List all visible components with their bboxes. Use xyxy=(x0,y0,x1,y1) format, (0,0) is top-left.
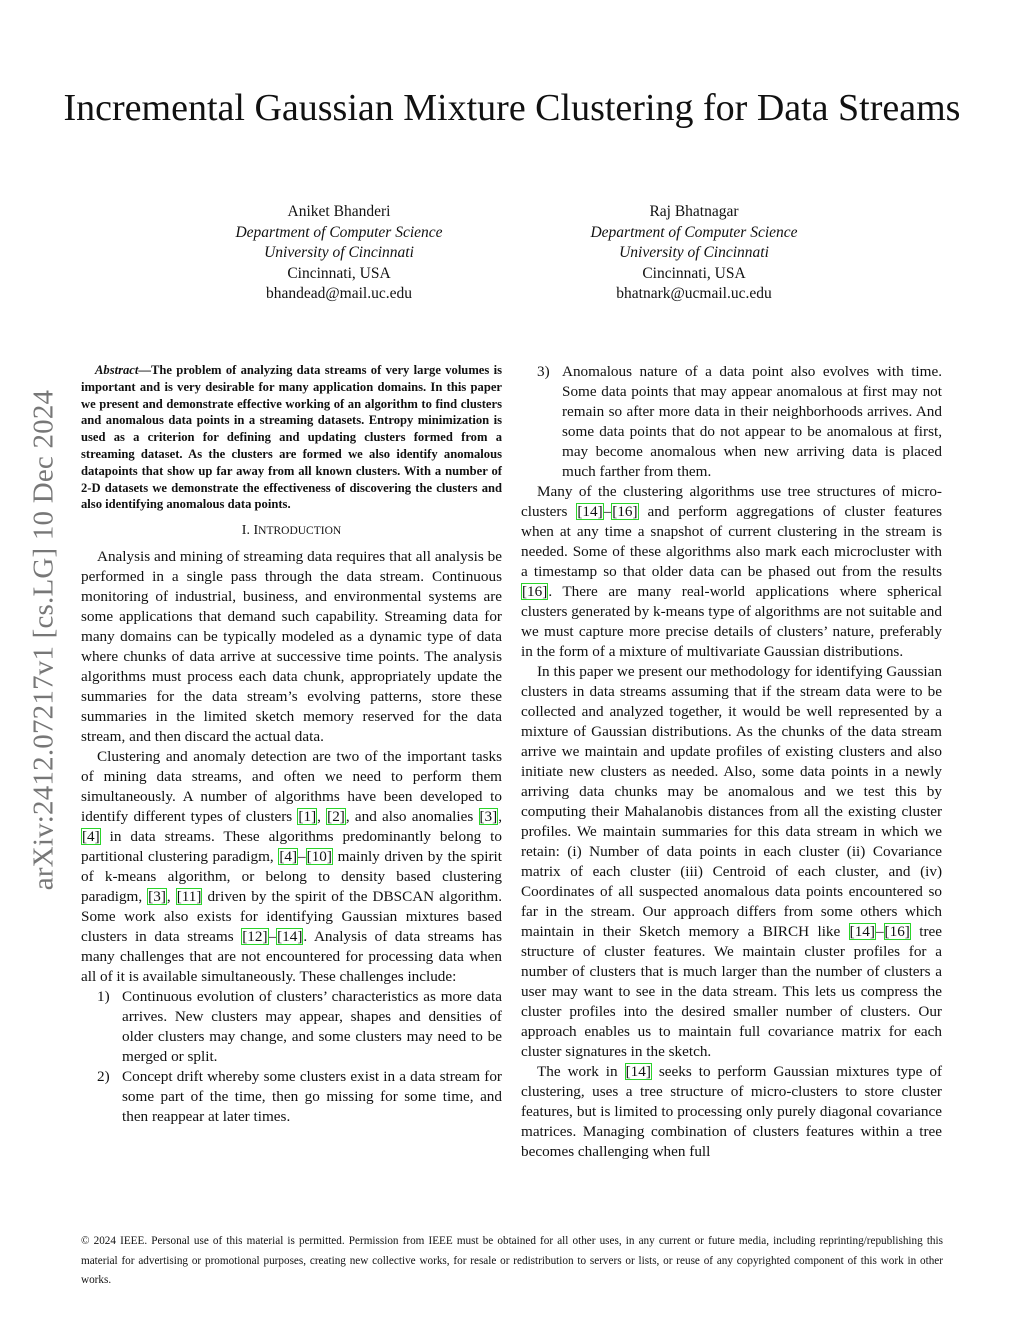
citation-link[interactable]: [14] xyxy=(577,503,603,520)
challenges-list-continued xyxy=(521,362,942,482)
author-department: Department of Computer Science xyxy=(235,223,443,241)
arxiv-identifier: arXiv:2412.07217v1 [cs.LG] 10 Dec 2024 xyxy=(27,389,60,891)
list-item: 2) Concept drift whereby some clusters exist in a data stream for some part of the time, then go missing for some time, and then reappear at later times. xyxy=(97,1068,502,1126)
right-column xyxy=(521,362,942,1162)
citation-link[interactable]: [3] xyxy=(148,888,166,906)
abstract-label: Abstract xyxy=(95,363,139,377)
paper-title: Incremental Gaussian Mixture Clustering for Data Streams xyxy=(63,87,961,129)
citation-link[interactable]: [16] xyxy=(522,583,548,600)
citation-link[interactable]: [2] xyxy=(327,808,345,826)
left-column xyxy=(81,362,502,1127)
citation-link[interactable]: [3] xyxy=(479,808,498,826)
author-email: bhatnark@ucmail.uc.edu xyxy=(616,285,772,302)
citation-link[interactable]: [16] xyxy=(612,503,638,520)
author-name: Aniket Bhanderi xyxy=(287,203,391,220)
citation-link[interactable]: [14] xyxy=(277,928,303,946)
list-item: 3) Anomalous nature of a data point also evolves with time. Some data points that may appear anomalous at first may not remain so after more data in their neighborhoods arrives. And some data points that do not appear to be anomalous at first, may become anomalous when new arriving data is placed much farther from them. xyxy=(537,363,942,480)
citation-link[interactable]: [14] xyxy=(625,1063,651,1080)
citation-link[interactable]: [16] xyxy=(884,923,910,940)
paragraph: The work in [14] seeks to perform Gaussian mixtures type of clustering, uses a tree structure of micro-clusters to store cluster features, but is limited to processing only purely diagonal covariance matrices. Managing combination of clusters features within a tree becomes challenging when full xyxy=(521,1063,942,1160)
author-university: University of Cincinnati xyxy=(264,244,414,261)
citation-link[interactable]: [12] xyxy=(242,928,268,946)
author-location: Cincinnati, USA xyxy=(287,264,391,282)
citation-link[interactable]: [4] xyxy=(82,828,100,846)
abstract-text: —The problem of analyzing data streams of very large volumes is important and is very desirable for many application domains. In this paper we present and demonstrate effective working of an algorithm to find clusters and anomalous data points in a streaming datasets. Entropy minimization is used as a criterion for defining and updating clusters formed from a streaming dataset. As the clusters are formed we also identify anomalous datapoints that show up far away from all known clusters. With a number of 2-D datasets we demonstrate the effectiveness of discovering the clusters and also identifying anomalous data points. xyxy=(81,363,502,512)
paragraph: In this paper we present our methodology for identifying Gaussian clusters in data streams assuming that if the stream data were to be collected and analyzed together, it would be well represented by a mixture of Gaussian distributions. As the chunks of the data stream arrive we maintain and update profiles of existing clusters and also initiate new clusters as needed. Also, some data points in a newly arriving data chunks may be anomalous and we test this by computing their Mahalanobis distances from all the existing cluster profiles. We maintain summaries for this data stream in which we retain: (i) Number of data points in each cluster (ii) Covariance matrix of each cluster (iii) Centroid of each cluster, and (iv) Coordinates of all suspected anomalous data points encountered so far in the stream. Our approach differs from some others which maintain in their Sketch memory a BIRCH like [14]–[16] tree structure of cluster features. We maintain cluster profiles for a number of clusters that is much larger than the number of clusters a user may want to see in the data stream. This lets us compress the cluster profiles into the desired smaller number of clusters. Our approach enables us to maintain full covariance matrix for each cluster signatures in the sketch. xyxy=(521,663,942,1060)
citation-link[interactable]: [10] xyxy=(306,848,332,866)
paragraph: Analysis and mining of streaming data requires that all analysis be performed in a single pass through the data stream. Continuous monitoring of industrial, business, and environmental systems are some applications that demand such capability. Streaming data for many domains can be typically modeled as a dynamic type of data where chunks of data arrive at successive time points. The analysis algorithms must process each data chunk, appropriately update the summaries for the data stream’s evolving patterns, store these summaries in the limited sketch memory reserved for the data stream, and then discard the actual data. xyxy=(81,548,502,746)
author-name: Raj Bhatnagar xyxy=(649,203,739,220)
author-university: University of Cincinnati xyxy=(619,244,769,261)
author-location: Cincinnati, USA xyxy=(642,264,746,282)
author-email: bhandead@mail.uc.edu xyxy=(266,285,412,302)
section-heading-introduction: I. INTRODUCTION xyxy=(241,523,342,539)
paragraph: Clustering and anomaly detection are two of the important tasks of mining data streams, and often we need to perform them simultaneously. A number of algorithms have been developed to identify different types of clusters [1], [2], and also anomalies [3], [4] in data streams. These algorithms predominantly belong to partitional clustering paradigm, [4]–[10] mainly driven by the spirit of k-means algorithm, or belong to density based clustering paradigm, [3], [11] driven by the spirit of the DBSCAN algorithm. Some work also exists for identifying Gaussian mixtures based clusters in data streams [12]–[14]. Analysis of data streams has many challenges that are not encountered for processing data when all of it is available simultaneously. These challenges include: xyxy=(81,748,503,986)
challenges-list xyxy=(81,987,502,1127)
author-department: Department of Computer Science xyxy=(590,223,798,241)
citation-link[interactable]: [1] xyxy=(298,808,317,826)
paragraph: Many of the clustering algorithms use tree structures of micro-clusters [14]–[16] and perform aggregations of cluster features when at any time a snapshot of current clustering in the stream is needed. Some of these algorithms also mark each microcluster with a timestamp so that older data can be phased out from the results [16]. There are many real-world applications where spherical clusters generated by k-means type of algorithms are not suitable and we must capture more precise details of clusters’ nature, preferably in the form of a mixture of multivariate Gaussian distributions. xyxy=(521,483,942,660)
citation-link[interactable]: [4] xyxy=(279,848,298,866)
citation-link[interactable]: [11] xyxy=(176,888,202,906)
abstract xyxy=(81,362,502,513)
author-block-1 xyxy=(169,202,509,305)
author-block-2 xyxy=(524,202,864,305)
citation-link[interactable]: [14] xyxy=(849,923,875,940)
list-item: 1) Continuous evolution of clusters’ characteristics as more data arrives. New clusters may appear, shapes and densities of older clusters may change, and some clusters may need to be merged or split. xyxy=(97,988,502,1066)
copyright-notice: © 2024 IEEE. Personal use of this material is permitted. Permission from IEEE must be obtained for all other uses, in any current or future media, including reprinting/republishing this material for advertising or promotional purposes, creating new collective works, for resale or redistribution to servers or lists, or reuse of any copyrighted component of this work in other works. xyxy=(81,1235,943,1286)
